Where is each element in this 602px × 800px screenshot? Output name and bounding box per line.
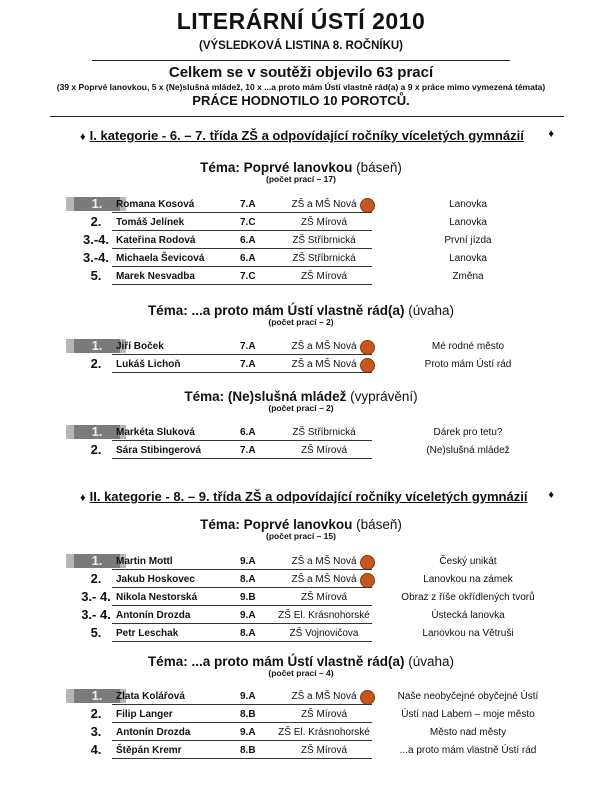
- result-row: [0, 442, 602, 460]
- work-title: (Ne)slušná mládež: [426, 445, 510, 456]
- topic-heading: [0, 303, 602, 327]
- class: 7.A: [240, 359, 256, 370]
- diamond-icon: ♦: [80, 131, 86, 143]
- student-name: Tomáš Jelínek: [116, 217, 185, 228]
- work-title: Mé rodné město: [431, 341, 505, 352]
- result-row: [0, 625, 602, 643]
- school: ZŠ Stříbrnická: [292, 235, 356, 246]
- student-name: Nikola Nestorská: [116, 592, 198, 603]
- result-row: [0, 214, 602, 232]
- result-row: [0, 356, 602, 374]
- diamond-icon: ♦: [548, 128, 554, 140]
- rank: 1.: [66, 425, 126, 439]
- rank: 2.: [90, 706, 102, 721]
- result-row: [0, 250, 602, 268]
- rank: 2.: [90, 571, 102, 586]
- topic-title: Téma: Poprvé lanovkou: [200, 517, 353, 532]
- student-name: Kateřina Rodová: [116, 235, 196, 246]
- page-subtitle: (VÝSLEDKOVÁ LISTINA 8. ROČNÍKU): [198, 40, 404, 52]
- rank: 1.: [66, 689, 126, 703]
- school: ZŠ El. Krásnohorské: [278, 727, 370, 738]
- result-row: [0, 553, 602, 571]
- student-name: Michaela Ševicová: [116, 253, 205, 264]
- diamond-icon: ♦: [548, 489, 554, 501]
- topic-title: Téma: Poprvé lanovkou: [200, 160, 353, 175]
- medal-icon: [360, 573, 375, 588]
- student-name: Marek Nesvadba: [116, 271, 195, 282]
- school: ZŠ El. Krásnohorské: [278, 610, 370, 621]
- topic-genre: (úvaha): [408, 654, 455, 669]
- work-title: ...a proto mám vlastně Ústí rád: [399, 745, 537, 756]
- topic-genre: (vyprávění): [350, 389, 418, 404]
- medal-icon: [360, 690, 375, 705]
- school: ZŠ a MŠ Nová: [291, 574, 357, 585]
- class: 7.C: [240, 217, 256, 228]
- class: 7.A: [240, 445, 256, 456]
- rank: 3.- 4.: [81, 589, 111, 604]
- topic-count: (počet prací – 15): [266, 531, 336, 541]
- medal-icon: [360, 358, 375, 373]
- result-row: [0, 688, 602, 706]
- work-title: Lanovkou na Větruši: [422, 628, 514, 639]
- judges-line: PRÁCE HODNOTILO 10 POROTCŮ.: [192, 93, 410, 108]
- class: 7.C: [240, 271, 256, 282]
- school: ZŠ Mírová: [300, 445, 348, 456]
- rank: 5.: [90, 625, 102, 640]
- class: 8.A: [240, 574, 256, 585]
- work-title: Ústecká lanovka: [431, 610, 505, 621]
- school: ZŠ a MŠ Nová: [291, 341, 357, 352]
- topic-genre: (báseň): [356, 160, 402, 175]
- page-title: LITERÁRNÍ ÚSTÍ 2010: [176, 8, 426, 34]
- student-name: Antonín Drozda: [116, 727, 191, 738]
- result-row: [0, 742, 602, 760]
- topic-genre: (báseň): [356, 517, 402, 532]
- school: ZŠ Mírová: [300, 271, 348, 282]
- work-title: První jízda: [444, 235, 492, 246]
- student-name: Jakub Hoskovec: [116, 574, 195, 585]
- student-name: Petr Leschak: [116, 628, 179, 639]
- divider: [50, 116, 564, 117]
- student-name: Zlata Kolářová: [116, 691, 185, 702]
- result-row: [0, 571, 602, 589]
- topic-genre: (úvaha): [408, 303, 455, 318]
- work-title: Město nad městy: [429, 727, 507, 738]
- school: ZŠ Mírová: [300, 709, 348, 720]
- rank: 1.: [66, 554, 126, 568]
- topic-heading: [0, 654, 602, 678]
- rank: 3.: [90, 724, 102, 739]
- school: ZŠ Mírová: [300, 745, 348, 756]
- school: ZŠ Stříbrnická: [292, 253, 356, 264]
- student-name: Martin Mottl: [116, 556, 173, 567]
- school: ZŠ Vojnovičova: [289, 628, 359, 639]
- medal-icon: [360, 198, 375, 213]
- category-heading: [76, 128, 558, 143]
- class: 9.A: [240, 691, 256, 702]
- category-heading: [76, 489, 558, 504]
- topic-heading: [0, 160, 602, 184]
- result-row: [0, 706, 602, 724]
- class: 6.A: [240, 235, 256, 246]
- work-title: Dárek pro tetu?: [433, 427, 503, 438]
- class: 7.A: [240, 199, 256, 210]
- topic-heading: [0, 389, 602, 413]
- rank: 3.-4.: [82, 232, 109, 247]
- school: ZŠ a MŠ Nová: [291, 556, 357, 567]
- class: 8.B: [240, 745, 256, 756]
- diamond-icon: ♦: [80, 492, 86, 504]
- student-name: Romana Kosová: [116, 199, 195, 210]
- result-row: [0, 338, 602, 356]
- rank: 1.: [66, 339, 126, 353]
- work-title: Český unikát: [439, 556, 497, 567]
- topic-count: (počet prací – 4): [268, 668, 334, 678]
- work-title: Změna: [452, 271, 484, 282]
- topic-title: Téma: ...a proto mám Ústí vlastně rád(a): [147, 654, 405, 669]
- result-row: [0, 589, 602, 607]
- student-name: Sára Stibingerová: [116, 445, 202, 456]
- class: 6.A: [240, 253, 256, 264]
- topic-count: (počet prací – 2): [268, 317, 334, 327]
- work-title: Obraz z říše okřídlených tvorů: [401, 592, 535, 603]
- school: ZŠ a MŠ Nová: [291, 691, 357, 702]
- school: ZŠ Mírová: [300, 217, 348, 228]
- topic-title: Téma: ...a proto mám Ústí vlastně rád(a): [147, 303, 405, 318]
- result-row: [0, 724, 602, 742]
- topic-title: Téma: (Ne)slušná mládež: [184, 389, 347, 404]
- result-row: [0, 232, 602, 250]
- topic-count: (počet prací – 2): [268, 403, 334, 413]
- school: ZŠ Mírová: [300, 592, 348, 603]
- work-title: Lanovkou na zámek: [423, 574, 513, 585]
- student-name: Markéta Sluková: [116, 427, 195, 438]
- summary-line: Celkem se v soutěži objevilo 63 prací: [168, 64, 434, 81]
- rank: 2.: [90, 214, 102, 229]
- class: 6.A: [240, 427, 256, 438]
- topic-count: (počet prací – 17): [266, 174, 336, 184]
- class: 8.B: [240, 709, 256, 720]
- result-row: [0, 607, 602, 625]
- student-name: Štěpán Kremr: [116, 745, 182, 756]
- rank: 2.: [90, 356, 102, 371]
- rank: 4.: [90, 742, 102, 757]
- class: 9.A: [240, 556, 256, 567]
- class: 9.A: [240, 610, 256, 621]
- school: ZŠ a MŠ Nová: [291, 359, 357, 370]
- rank: 3.- 4.: [81, 607, 111, 622]
- work-title: Ústí nad Labem – moje město: [401, 709, 535, 720]
- student-name: Jiří Boček: [116, 341, 164, 352]
- result-row: [0, 268, 602, 286]
- work-title: Proto mám Ústí rád: [424, 359, 512, 370]
- result-row: [0, 424, 602, 442]
- student-name: Filip Langer: [116, 709, 173, 720]
- work-title: Lanovka: [449, 253, 487, 264]
- class: 9.B: [240, 592, 256, 603]
- class: 8.A: [240, 628, 256, 639]
- rank: 3.-4.: [82, 250, 109, 265]
- school: ZŠ Stříbrnická: [292, 427, 356, 438]
- medal-icon: [360, 340, 375, 355]
- work-title: Lanovka: [449, 199, 487, 210]
- student-name: Antonín Drozda: [116, 610, 191, 621]
- medal-icon: [360, 555, 375, 570]
- category-heading-text: I. kategorie - 6. – 7. třída ZŠ a odpovídající ročníky víceletých gymnázií: [89, 128, 524, 143]
- rank: 5.: [90, 268, 102, 283]
- rank: 2.: [90, 442, 102, 457]
- work-title: Naše neobyčejné obyčejné Ústí: [397, 691, 539, 702]
- category-heading-text: II. kategorie - 8. – 9. třída ZŠ a odpovídající ročníky víceletých gymnázií: [89, 489, 528, 504]
- topic-heading: [0, 517, 602, 541]
- school: ZŠ a MŠ Nová: [291, 199, 357, 210]
- rank: 1.: [66, 197, 126, 211]
- divider: [92, 60, 510, 61]
- class: 7.A: [240, 341, 256, 352]
- class: 9.A: [240, 727, 256, 738]
- result-row: [0, 196, 602, 214]
- student-name: Lukáš Lichoň: [116, 359, 181, 370]
- breakdown-line: (39 x Poprvé lanovkou, 5 x (Ne)slušná mládež, 10 x ...a proto mám Ústí vlastně rád(a) a 9 x práce mimo vymezená témata): [56, 82, 546, 92]
- work-title: Lanovka: [449, 217, 487, 228]
